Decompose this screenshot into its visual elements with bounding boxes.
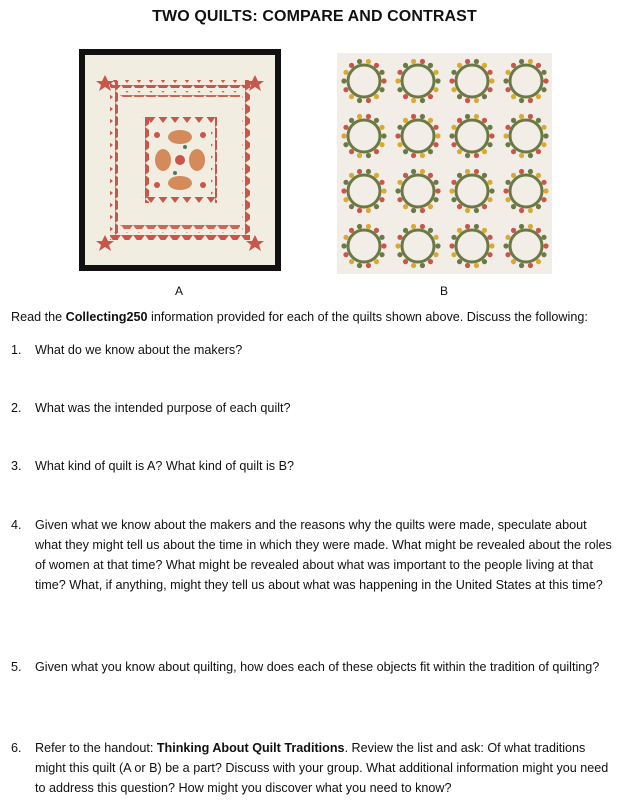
wreath-leaf <box>519 59 524 64</box>
wreath-leaf <box>465 208 470 213</box>
wreath-leaf <box>395 133 400 138</box>
wreath-leaf <box>482 259 487 264</box>
wreath-leaf <box>379 197 384 202</box>
wreath-leaf <box>428 63 433 68</box>
wreath-leaf <box>374 94 379 99</box>
wreath-leaf <box>366 114 371 119</box>
wreath-leaf <box>403 63 408 68</box>
wreath-leaf <box>541 142 546 147</box>
wreath-leaf <box>536 94 541 99</box>
wreath-leaf <box>366 59 371 64</box>
intro-bold: Collecting250 <box>65 310 148 324</box>
quilt-a-pattern <box>85 55 275 265</box>
wreath-leaf <box>457 259 462 264</box>
wreath-leaf <box>357 208 362 213</box>
question-6-post: . Review the list and ask: Of what traditions might this quilt (A or B) be a part? Discuss with your group. What additional information might you need to address this question? How might you discover what you need to know? <box>35 741 609 795</box>
wreath-leaf <box>357 263 362 268</box>
wreath-leaf <box>381 78 386 83</box>
wreath-leaf <box>503 78 508 83</box>
wreath-leaf <box>528 208 533 213</box>
wreath-leaf <box>528 98 533 103</box>
wreath-leaf <box>397 125 402 130</box>
wreath-leaf <box>474 59 479 64</box>
wreath-leaf <box>543 78 548 83</box>
wreath-leaf <box>528 59 533 64</box>
quilt-a-label: A <box>175 284 184 298</box>
wreath-leaf <box>465 98 470 103</box>
wreath-leaf <box>374 204 379 209</box>
question-text: What was the intended purpose of each quilt? <box>35 401 291 415</box>
wreath-leaf <box>528 169 533 174</box>
wreath-leaf <box>397 252 402 257</box>
wreath-block <box>341 114 386 158</box>
quilt-b-image <box>337 53 552 274</box>
wreath-leaf <box>411 153 416 158</box>
wreath-block <box>449 169 494 213</box>
wreath-leaf <box>341 188 346 193</box>
wreath-block <box>449 224 494 268</box>
wreath-leaf <box>433 125 438 130</box>
wreath-leaf <box>433 142 438 147</box>
wreath-block <box>395 224 440 268</box>
wreath-leaf <box>357 59 362 64</box>
wreath-leaf <box>536 228 541 233</box>
wreath-leaf <box>420 169 425 174</box>
quilt-a-image <box>79 49 281 271</box>
wreath-leaf <box>482 173 487 178</box>
wreath-leaf <box>343 235 348 240</box>
wreath-leaf <box>366 224 371 229</box>
wreath-leaf <box>349 94 354 99</box>
question-number: 3. <box>11 459 22 473</box>
wreath-leaf <box>435 188 440 193</box>
wreath-leaf <box>505 142 510 147</box>
wreath-leaf <box>465 224 470 229</box>
intro-text <box>11 310 588 324</box>
question-number: 2. <box>11 401 22 415</box>
wreath-leaf <box>420 224 425 229</box>
wreath-block <box>341 169 386 213</box>
wreath-leaf <box>379 70 384 75</box>
wreath-leaf <box>403 204 408 209</box>
wreath-leaf <box>395 188 400 193</box>
wreath-leaf <box>379 125 384 130</box>
wreath-leaf <box>374 259 379 264</box>
wreath-leaf <box>449 78 454 83</box>
wreath-leaf <box>428 259 433 264</box>
wreath-leaf <box>379 142 384 147</box>
wreath-block <box>503 169 548 213</box>
wreath-leaf <box>451 180 456 185</box>
wreath-leaf <box>511 149 516 154</box>
wreath-leaf <box>366 263 371 268</box>
wreath-leaf <box>397 70 402 75</box>
wreath-leaf <box>403 149 408 154</box>
wreath-leaf <box>420 98 425 103</box>
wreath-leaf <box>457 118 462 123</box>
wreath-leaf <box>428 228 433 233</box>
wreath-leaf <box>505 180 510 185</box>
wreath-leaf <box>482 228 487 233</box>
wreath-leaf <box>451 70 456 75</box>
wreath-leaf <box>428 149 433 154</box>
wreath-leaf <box>465 114 470 119</box>
wreath-leaf <box>543 133 548 138</box>
wreath-leaf <box>433 235 438 240</box>
wreath-leaf <box>536 149 541 154</box>
wreath-leaf <box>343 197 348 202</box>
wreath-leaf <box>349 118 354 123</box>
wreath-leaf <box>505 252 510 257</box>
wreath-leaf <box>403 228 408 233</box>
wreath-leaf <box>343 87 348 92</box>
wreath-leaf <box>449 133 454 138</box>
wreath-leaf <box>543 188 548 193</box>
wreath-leaf <box>428 204 433 209</box>
wreath-leaf <box>536 118 541 123</box>
wreath-leaf <box>489 243 494 248</box>
wreath-block <box>395 59 440 103</box>
wreath-leaf <box>528 263 533 268</box>
question-number: 4. <box>11 518 22 532</box>
wreath-leaf <box>519 224 524 229</box>
wreath-block <box>503 59 548 103</box>
wreath-leaf <box>411 114 416 119</box>
wreath-leaf <box>403 259 408 264</box>
wreath-leaf <box>374 149 379 154</box>
wreath-leaf <box>433 70 438 75</box>
wreath-block <box>449 114 494 158</box>
wreath-leaf <box>505 197 510 202</box>
wreath-leaf <box>411 263 416 268</box>
wreath-leaf <box>451 197 456 202</box>
wreath-leaf <box>366 153 371 158</box>
wreath-leaf <box>511 228 516 233</box>
wreath-leaf <box>511 63 516 68</box>
question-number: 1. <box>11 343 22 357</box>
wreath-leaf <box>474 153 479 158</box>
wreath-leaf <box>457 173 462 178</box>
wreath-leaf <box>411 169 416 174</box>
wreath-leaf <box>505 125 510 130</box>
wreath-leaf <box>379 180 384 185</box>
wreath-block <box>395 169 440 213</box>
wreath-leaf <box>435 243 440 248</box>
wreath-leaf <box>482 94 487 99</box>
wreath-leaf <box>541 70 546 75</box>
wreath-leaf <box>451 235 456 240</box>
wreath-leaf <box>519 98 524 103</box>
wreath-leaf <box>503 243 508 248</box>
wreath-leaf <box>357 153 362 158</box>
wreath-leaf <box>541 125 546 130</box>
wreath-leaf <box>435 78 440 83</box>
wreath-leaf <box>349 173 354 178</box>
wreath-leaf <box>474 224 479 229</box>
wreath-leaf <box>503 133 508 138</box>
wreath-leaf <box>482 63 487 68</box>
wreath-leaf <box>482 149 487 154</box>
wreath-leaf <box>381 188 386 193</box>
wreath-leaf <box>420 114 425 119</box>
wreath-leaf <box>465 263 470 268</box>
wreath-leaf <box>487 252 492 257</box>
wreath-leaf <box>457 204 462 209</box>
question-text <box>35 738 615 798</box>
wreath-leaf <box>343 180 348 185</box>
wreath-leaf <box>397 235 402 240</box>
wreath-leaf <box>420 153 425 158</box>
wreath-leaf <box>341 78 346 83</box>
wreath-leaf <box>341 243 346 248</box>
question-text: Given what we know about the makers and the reasons why the quilts were made, speculate about what they might tell us about the time in which they were made. What might be revealed about the roles of women at that time? What might be revealed about what was important to the people living at that time? What, if anything, might they tell us about what was happening in the United States at this time? <box>35 518 612 592</box>
wreath-leaf <box>349 228 354 233</box>
wreath-leaf <box>511 204 516 209</box>
wreath-leaf <box>411 59 416 64</box>
wreath-leaf <box>357 114 362 119</box>
wreath-leaf <box>489 188 494 193</box>
wreath-leaf <box>487 197 492 202</box>
wreath-leaf <box>474 208 479 213</box>
wreath-leaf <box>528 224 533 229</box>
wreath-leaf <box>482 118 487 123</box>
wreath-leaf <box>343 125 348 130</box>
wreath-leaf <box>543 243 548 248</box>
wreath-leaf <box>428 173 433 178</box>
wreath-leaf <box>536 173 541 178</box>
wreath-leaf <box>343 70 348 75</box>
wreath-leaf <box>433 252 438 257</box>
wreath-leaf <box>489 133 494 138</box>
wreath-block <box>395 114 440 158</box>
wreath-leaf <box>381 243 386 248</box>
question-text: Given what you know about quilting, how does each of these objects fit within the tradition of quilting? <box>35 660 600 674</box>
wreath-leaf <box>451 87 456 92</box>
wreath-leaf <box>536 259 541 264</box>
wreath-leaf <box>519 169 524 174</box>
question-text: What kind of quilt is A? What kind of quilt is B? <box>35 459 294 473</box>
wreath-leaf <box>457 228 462 233</box>
wreath-leaf <box>403 173 408 178</box>
wreath-leaf <box>503 188 508 193</box>
wreath-leaf <box>482 204 487 209</box>
wreath-leaf <box>541 180 546 185</box>
wreath-block <box>341 59 386 103</box>
wreath-leaf <box>374 173 379 178</box>
wreath-leaf <box>379 235 384 240</box>
wreath-leaf <box>395 243 400 248</box>
wreath-leaf <box>487 70 492 75</box>
wreath-leaf <box>474 98 479 103</box>
question-6-pre: Refer to the handout: <box>35 741 157 755</box>
wreath-leaf <box>519 153 524 158</box>
wreath-block <box>449 59 494 103</box>
wreath-leaf <box>541 235 546 240</box>
question-number: 6. <box>11 741 22 755</box>
wreath-leaf <box>474 114 479 119</box>
wreath-leaf <box>465 59 470 64</box>
wreath-leaf <box>349 204 354 209</box>
question-text: What do we know about the makers? <box>35 343 243 357</box>
wreath-leaf <box>349 149 354 154</box>
wreath-leaf <box>536 63 541 68</box>
wreath-leaf <box>457 149 462 154</box>
wreath-leaf <box>487 142 492 147</box>
wreath-leaf <box>474 169 479 174</box>
wreath-leaf <box>528 114 533 119</box>
wreath-leaf <box>511 259 516 264</box>
wreath-block <box>341 224 386 268</box>
question-number: 5. <box>11 660 22 674</box>
wreath-leaf <box>374 228 379 233</box>
quilt-b-pattern <box>337 53 552 274</box>
wreath-leaf <box>366 169 371 174</box>
wreath-leaf <box>395 78 400 83</box>
wreath-leaf <box>411 224 416 229</box>
wreath-leaf <box>519 114 524 119</box>
wreath-leaf <box>379 252 384 257</box>
wreath-leaf <box>541 87 546 92</box>
wreath-leaf <box>433 180 438 185</box>
wreath-leaf <box>505 87 510 92</box>
wreath-block <box>503 224 548 268</box>
quilt-b-label: B <box>440 284 449 298</box>
wreath-leaf <box>403 94 408 99</box>
wreath-leaf <box>420 208 425 213</box>
intro-post: information provided for each of the quilts shown above. Discuss the following: <box>147 310 588 324</box>
wreath-leaf <box>451 125 456 130</box>
wreath-leaf <box>343 142 348 147</box>
wreath-leaf <box>357 169 362 174</box>
wreath-leaf <box>357 98 362 103</box>
wreath-leaf <box>433 197 438 202</box>
wreath-leaf <box>511 118 516 123</box>
wreath-leaf <box>420 59 425 64</box>
wreath-leaf <box>397 87 402 92</box>
wreath-leaf <box>489 78 494 83</box>
wreath-leaf <box>487 235 492 240</box>
wreath-leaf <box>451 142 456 147</box>
wreath-leaf <box>505 235 510 240</box>
wreath-leaf <box>428 118 433 123</box>
wreath-leaf <box>435 133 440 138</box>
handout-title: Thinking About Quilt Traditions <box>156 741 345 755</box>
wreath-leaf <box>474 263 479 268</box>
wreath-leaf <box>541 197 546 202</box>
wreath-leaf <box>411 98 416 103</box>
wreath-leaf <box>341 133 346 138</box>
wreath-leaf <box>536 204 541 209</box>
wreath-leaf <box>487 87 492 92</box>
wreath-leaf <box>343 252 348 257</box>
wreath-leaf <box>449 188 454 193</box>
wreath-leaf <box>457 63 462 68</box>
wreath-leaf <box>403 118 408 123</box>
wreath-leaf <box>366 98 371 103</box>
wreath-leaf <box>465 169 470 174</box>
wreath-leaf <box>487 125 492 130</box>
wreath-leaf <box>519 208 524 213</box>
wreath-leaf <box>397 142 402 147</box>
wreath-leaf <box>541 252 546 257</box>
wreath-leaf <box>505 70 510 75</box>
wreath-leaf <box>511 94 516 99</box>
wreath-leaf <box>411 208 416 213</box>
wreath-leaf <box>381 133 386 138</box>
wreath-leaf <box>511 173 516 178</box>
wreath-leaf <box>487 180 492 185</box>
wreath-leaf <box>357 224 362 229</box>
wreath-leaf <box>366 208 371 213</box>
wreath-leaf <box>349 63 354 68</box>
wreath-leaf <box>420 263 425 268</box>
wreath-leaf <box>428 94 433 99</box>
wreath-leaf <box>519 263 524 268</box>
wreath-leaf <box>457 94 462 99</box>
wreath-leaf <box>397 180 402 185</box>
wreath-leaf <box>374 118 379 123</box>
wreath-leaf <box>349 259 354 264</box>
wreath-block <box>503 114 548 158</box>
wreath-leaf <box>449 243 454 248</box>
wreath-leaf <box>379 87 384 92</box>
intro-pre: Read the <box>11 310 66 324</box>
wreath-leaf <box>528 153 533 158</box>
wreath-leaf <box>433 87 438 92</box>
wreath-leaf <box>374 63 379 68</box>
page-title: TWO QUILTS: COMPARE AND CONTRAST <box>152 8 477 25</box>
wreath-leaf <box>397 197 402 202</box>
wreath-leaf <box>465 153 470 158</box>
wreath-leaf <box>451 252 456 257</box>
